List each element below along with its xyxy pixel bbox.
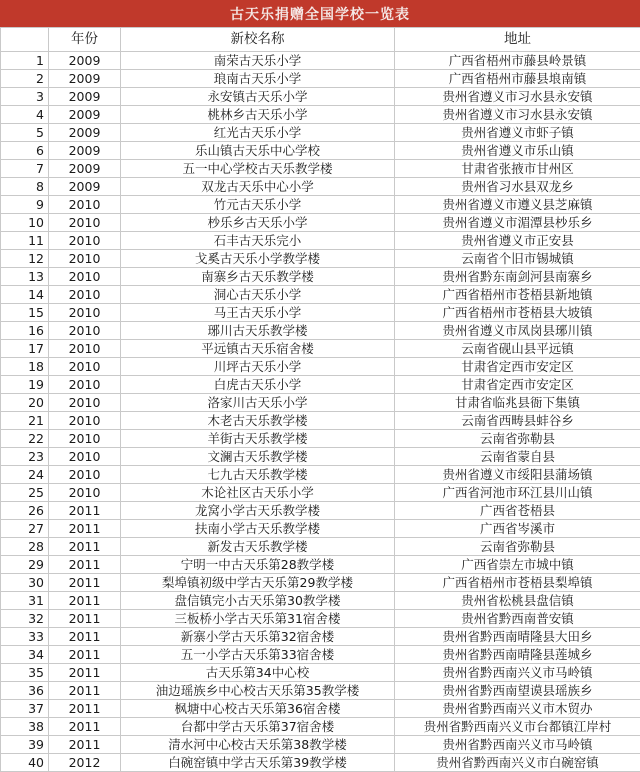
table-row [1, 178, 640, 196]
table-row [1, 556, 640, 574]
row-index: 31 [1, 592, 49, 610]
row-index: 18 [1, 358, 49, 376]
table-row [1, 700, 640, 718]
row-index: 38 [1, 718, 49, 736]
table-title: 古天乐捐赠全国学校一览表 [0, 0, 640, 27]
row-address: 云南省弥勒县 [395, 430, 640, 448]
table-row [1, 502, 640, 520]
row-index: 29 [1, 556, 49, 574]
row-year: 2011 [49, 502, 121, 520]
table-row [1, 286, 640, 304]
row-school-name: 羊街古天乐教学楼 [121, 430, 395, 448]
row-school-name: 琊川古天乐教学楼 [121, 322, 395, 340]
row-school-name: 油边瑶族乡中心校古天乐第35教学楼 [121, 682, 395, 700]
row-school-name: 古天乐第34中心校 [121, 664, 395, 682]
row-address: 贵州省黔西南兴义市白碗窑镇 [395, 754, 640, 772]
row-school-name: 木老古天乐教学楼 [121, 412, 395, 430]
row-address: 甘肃省临兆县衙下集镇 [395, 394, 640, 412]
row-school-name: 文澜古天乐教学楼 [121, 448, 395, 466]
table-row [1, 664, 640, 682]
row-index: 36 [1, 682, 49, 700]
row-address: 贵州省遵义市湄潭县杪乐乡 [395, 214, 640, 232]
row-year: 2009 [49, 88, 121, 106]
row-school-name: 新寨小学古天乐第32宿舍楼 [121, 628, 395, 646]
row-index: 25 [1, 484, 49, 502]
table-row [1, 304, 640, 322]
row-year: 2009 [49, 124, 121, 142]
table-row [1, 718, 640, 736]
table-row [1, 484, 640, 502]
row-address: 贵州省遵义市虾子镇 [395, 124, 640, 142]
table-row [1, 160, 640, 178]
table-row [1, 124, 640, 142]
row-school-name: 清水河中心校古天乐第38教学楼 [121, 736, 395, 754]
row-year: 2011 [49, 592, 121, 610]
row-index: 14 [1, 286, 49, 304]
table-row [1, 376, 640, 394]
row-address: 贵州省黔西南晴隆县大田乡 [395, 628, 640, 646]
table-row [1, 340, 640, 358]
header-row [1, 28, 640, 52]
row-index: 7 [1, 160, 49, 178]
row-school-name: 川坪古天乐小学 [121, 358, 395, 376]
table-row [1, 592, 640, 610]
row-address: 广西省梧州市藤县埌南镇 [395, 70, 640, 88]
row-index: 26 [1, 502, 49, 520]
row-year: 2009 [49, 178, 121, 196]
row-index: 28 [1, 538, 49, 556]
row-school-name: 双龙古天乐中心小学 [121, 178, 395, 196]
table-row [1, 754, 640, 772]
row-school-name: 盘信镇完小古天乐第30教学楼 [121, 592, 395, 610]
row-address: 贵州省黔西南兴义市马岭镇 [395, 664, 640, 682]
row-address: 贵州省黔西南兴义市台都镇江岸村 [395, 718, 640, 736]
row-index: 32 [1, 610, 49, 628]
row-address: 贵州省遵义市乐山镇 [395, 142, 640, 160]
table-row [1, 646, 640, 664]
row-index: 10 [1, 214, 49, 232]
row-address: 贵州省遵义市习水县永安镇 [395, 88, 640, 106]
row-school-name: 南荣古天乐小学 [121, 52, 395, 70]
row-school-name: 木论社区古天乐小学 [121, 484, 395, 502]
row-index: 30 [1, 574, 49, 592]
row-year: 2010 [49, 376, 121, 394]
table-row [1, 358, 640, 376]
row-school-name: 杪乐乡古天乐小学 [121, 214, 395, 232]
row-year: 2011 [49, 664, 121, 682]
table-row [1, 196, 640, 214]
row-address: 贵州省黔西南望谟县瑶族乡 [395, 682, 640, 700]
row-address: 贵州省黔西南晴隆县莲城乡 [395, 646, 640, 664]
row-school-name: 洛家川古天乐小学 [121, 394, 395, 412]
header-address: 地址 [395, 28, 640, 52]
row-school-name: 戈奚古天乐小学教学楼 [121, 250, 395, 268]
row-address: 贵州省松桃县盘信镇 [395, 592, 640, 610]
header-school-name: 新校名称 [121, 28, 395, 52]
row-school-name: 五一中心学校古天乐教学楼 [121, 160, 395, 178]
row-address: 贵州省习水县双龙乡 [395, 178, 640, 196]
row-index: 39 [1, 736, 49, 754]
row-school-name: 洞心古天乐小学 [121, 286, 395, 304]
row-school-name: 三板桥小学古天乐第31宿舍楼 [121, 610, 395, 628]
row-year: 2010 [49, 214, 121, 232]
table-row [1, 88, 640, 106]
table-row [1, 322, 640, 340]
row-school-name: 石丰古天乐完小 [121, 232, 395, 250]
row-index: 37 [1, 700, 49, 718]
table-row [1, 232, 640, 250]
table-row [1, 142, 640, 160]
table-row [1, 736, 640, 754]
row-school-name: 龙窝小学古天乐教学楼 [121, 502, 395, 520]
row-index: 16 [1, 322, 49, 340]
row-year: 2011 [49, 520, 121, 538]
row-year: 2010 [49, 448, 121, 466]
row-year: 2010 [49, 286, 121, 304]
row-address: 广西省梧州市苍梧县大坡镇 [395, 304, 640, 322]
row-year: 2010 [49, 304, 121, 322]
table-row [1, 214, 640, 232]
row-school-name: 马王古天乐小学 [121, 304, 395, 322]
row-year: 2010 [49, 412, 121, 430]
row-year: 2010 [49, 250, 121, 268]
table-row [1, 250, 640, 268]
table-row [1, 268, 640, 286]
row-address: 云南省砚山县平远镇 [395, 340, 640, 358]
row-address: 广西省苍梧县 [395, 502, 640, 520]
header-year: 年份 [49, 28, 121, 52]
row-year: 2011 [49, 646, 121, 664]
row-school-name: 白碗窑镇中学古天乐第39教学楼 [121, 754, 395, 772]
row-address: 甘肃省张掖市甘州区 [395, 160, 640, 178]
row-address: 贵州省黔西南兴义市马岭镇 [395, 736, 640, 754]
table-row [1, 52, 640, 70]
row-year: 2009 [49, 70, 121, 88]
row-year: 2011 [49, 736, 121, 754]
row-year: 2010 [49, 484, 121, 502]
row-year: 2011 [49, 682, 121, 700]
row-year: 2010 [49, 322, 121, 340]
row-school-name: 红光古天乐小学 [121, 124, 395, 142]
row-index: 9 [1, 196, 49, 214]
row-year: 2010 [49, 196, 121, 214]
row-address: 云南省西畴县蚌谷乡 [395, 412, 640, 430]
row-school-name: 枫塘中心校古天乐第36宿舍楼 [121, 700, 395, 718]
row-index: 17 [1, 340, 49, 358]
row-address: 甘肃省定西市安定区 [395, 376, 640, 394]
row-index: 40 [1, 754, 49, 772]
header-index [1, 28, 49, 52]
row-index: 23 [1, 448, 49, 466]
row-index: 2 [1, 70, 49, 88]
row-school-name: 扶南小学古天乐教学楼 [121, 520, 395, 538]
row-school-name: 南寨乡古天乐教学楼 [121, 268, 395, 286]
row-address: 甘肃省定西市安定区 [395, 358, 640, 376]
row-index: 27 [1, 520, 49, 538]
row-index: 35 [1, 664, 49, 682]
table-row [1, 682, 640, 700]
row-address: 贵州省遵义市正安县 [395, 232, 640, 250]
row-index: 4 [1, 106, 49, 124]
row-year: 2009 [49, 142, 121, 160]
row-year: 2010 [49, 340, 121, 358]
row-year: 2010 [49, 358, 121, 376]
row-address: 贵州省遵义市绥阳县蒲场镇 [395, 466, 640, 484]
row-index: 20 [1, 394, 49, 412]
row-year: 2010 [49, 466, 121, 484]
row-school-name: 白虎古天乐小学 [121, 376, 395, 394]
table-row [1, 574, 640, 592]
row-school-name: 乐山镇古天乐中心学校 [121, 142, 395, 160]
row-address: 贵州省遵义市习水县永安镇 [395, 106, 640, 124]
table-row [1, 70, 640, 88]
row-index: 1 [1, 52, 49, 70]
table-row [1, 448, 640, 466]
row-year: 2011 [49, 610, 121, 628]
row-address: 广西省梧州市苍梧县梨埠镇 [395, 574, 640, 592]
row-address: 贵州省黔西南普安镇 [395, 610, 640, 628]
row-school-name: 新发古天乐教学楼 [121, 538, 395, 556]
row-year: 2012 [49, 754, 121, 772]
row-year: 2009 [49, 52, 121, 70]
row-school-name: 五一小学古天乐第33宿舍楼 [121, 646, 395, 664]
row-index: 33 [1, 628, 49, 646]
table-row [1, 628, 640, 646]
row-address: 云南省个旧市锡城镇 [395, 250, 640, 268]
row-school-name: 梨埠镇初级中学古天乐第29教学楼 [121, 574, 395, 592]
row-year: 2011 [49, 718, 121, 736]
row-index: 22 [1, 430, 49, 448]
row-school-name: 永安镇古天乐小学 [121, 88, 395, 106]
row-index: 21 [1, 412, 49, 430]
table-row [1, 610, 640, 628]
row-year: 2011 [49, 556, 121, 574]
row-address: 云南省蒙自县 [395, 448, 640, 466]
row-year: 2009 [49, 160, 121, 178]
row-year: 2011 [49, 628, 121, 646]
row-school-name: 七九古天乐教学楼 [121, 466, 395, 484]
row-year: 2010 [49, 430, 121, 448]
row-index: 6 [1, 142, 49, 160]
row-year: 2010 [49, 232, 121, 250]
table-row [1, 106, 640, 124]
row-index: 34 [1, 646, 49, 664]
row-index: 24 [1, 466, 49, 484]
table-row [1, 412, 640, 430]
row-index: 5 [1, 124, 49, 142]
row-index: 3 [1, 88, 49, 106]
row-index: 15 [1, 304, 49, 322]
row-year: 2009 [49, 106, 121, 124]
row-address: 贵州省黔东南剑河县南寨乡 [395, 268, 640, 286]
row-year: 2010 [49, 268, 121, 286]
table-row [1, 466, 640, 484]
row-address: 贵州省遵义市遵义县芝麻镇 [395, 196, 640, 214]
row-index: 11 [1, 232, 49, 250]
row-index: 12 [1, 250, 49, 268]
table-row [1, 430, 640, 448]
schools-table [0, 27, 640, 772]
row-school-name: 桃林乡古天乐小学 [121, 106, 395, 124]
table-row [1, 394, 640, 412]
row-address: 广西省崇左市城中镇 [395, 556, 640, 574]
row-address: 广西省梧州市苍梧县新地镇 [395, 286, 640, 304]
table-row [1, 520, 640, 538]
table-body [1, 52, 640, 772]
row-year: 2011 [49, 700, 121, 718]
row-address: 广西省河池市环江县川山镇 [395, 484, 640, 502]
row-index: 19 [1, 376, 49, 394]
row-year: 2011 [49, 574, 121, 592]
row-year: 2011 [49, 538, 121, 556]
row-address: 广西省梧州市藤县岭景镇 [395, 52, 640, 70]
row-address: 云南省弥勒县 [395, 538, 640, 556]
row-school-name: 宁明一中古天乐第28教学楼 [121, 556, 395, 574]
row-school-name: 琅南古天乐小学 [121, 70, 395, 88]
row-index: 13 [1, 268, 49, 286]
row-school-name: 平远镇古天乐宿舍楼 [121, 340, 395, 358]
row-school-name: 竹元古天乐小学 [121, 196, 395, 214]
row-address: 广西省岑溪市 [395, 520, 640, 538]
row-year: 2010 [49, 394, 121, 412]
row-address: 贵州省遵义市凤岗县琊川镇 [395, 322, 640, 340]
table-row [1, 538, 640, 556]
row-index: 8 [1, 178, 49, 196]
row-school-name: 台都中学古天乐第37宿舍楼 [121, 718, 395, 736]
row-address: 贵州省黔西南兴义市木贸办 [395, 700, 640, 718]
